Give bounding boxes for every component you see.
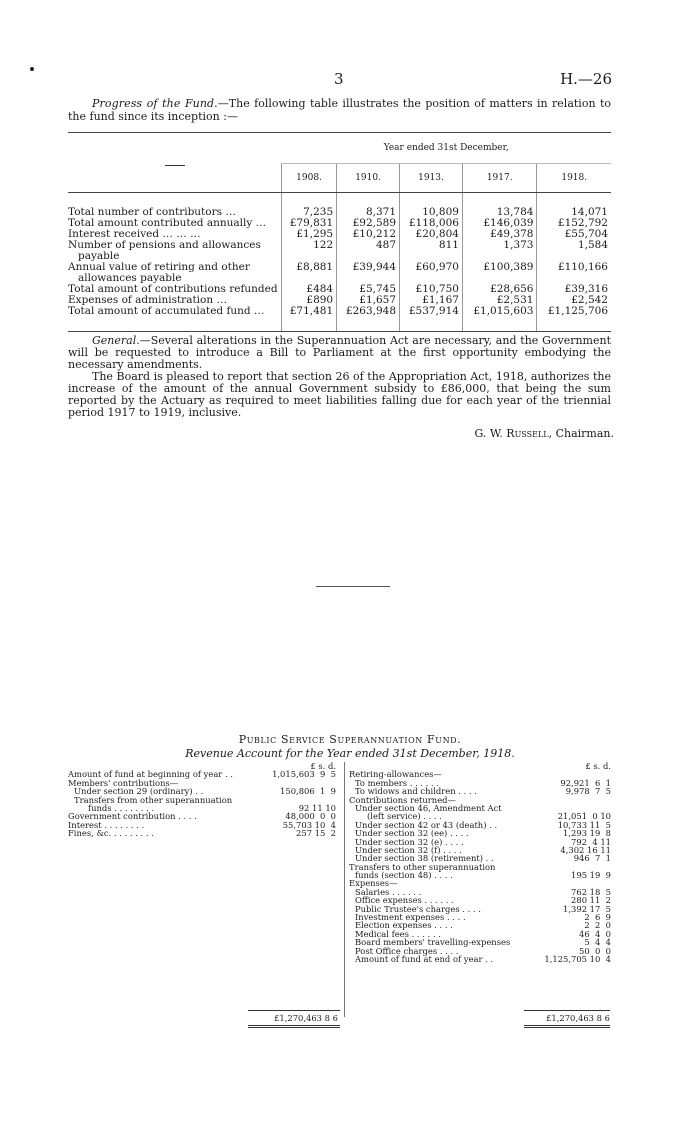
progress-row xyxy=(68,306,611,317)
revenue-payments-column xyxy=(344,762,611,1017)
row-value: £60,970 xyxy=(400,262,463,284)
row-value: £1,015,603 xyxy=(462,306,537,317)
row-label: Interest received … … … xyxy=(68,228,201,240)
general-heading: General. xyxy=(92,334,140,347)
page-number: 3 xyxy=(334,70,344,88)
receipts-account-item: Government contribution . . . . xyxy=(68,811,197,822)
payments-account-amount: 1,293 19 8 xyxy=(563,828,611,839)
revenue-receipts-column xyxy=(68,762,338,838)
receipts-account-item: funds . . . . . . . . xyxy=(88,802,155,813)
year-header: 1917. xyxy=(462,164,537,193)
fund-title: Public Service Superannuation Fund. xyxy=(238,733,462,746)
row-value: 10,809 xyxy=(400,207,463,218)
payments-account-item: To widows and children . . . . xyxy=(355,786,477,797)
general-section xyxy=(68,335,611,419)
row-value: 122 xyxy=(282,240,337,262)
progress-table xyxy=(68,132,611,332)
receipts-account-amount: 48,000 0 0 xyxy=(285,811,336,822)
year-header: 1910. xyxy=(337,164,400,193)
receipts-account-item: Interest . . . . . . . . xyxy=(68,819,145,830)
intro-paragraph xyxy=(68,97,611,123)
payments-account-item: funds (section 48) . . . . xyxy=(355,870,453,881)
stub-header xyxy=(68,133,282,193)
payments-account-amount: 2 6 9 xyxy=(584,912,611,923)
row-value: £2,542 xyxy=(537,295,611,306)
payments-account-amount: 21,051 0 10 xyxy=(557,811,611,822)
receipts-account-amount: 55,703 10 4 xyxy=(282,819,336,830)
row-value: 8,371 xyxy=(337,207,400,218)
payments-account-item: Election expenses . . . . xyxy=(355,920,453,931)
row-value: £110,166 xyxy=(537,262,611,284)
payments-account-amount: 792 4 11 xyxy=(571,836,611,847)
year-header: 1918. xyxy=(537,164,611,193)
payments-account-item: Under section 46, Amendment Act xyxy=(355,802,502,813)
year-header: 1908. xyxy=(282,164,337,193)
payments-account-item: Under section 38 (retirement) . . xyxy=(355,853,494,864)
row-value: £537,914 xyxy=(400,306,463,317)
payments-total: £1,270,463 8 6 xyxy=(524,1010,610,1028)
row-label: Total number of contributors … xyxy=(68,206,236,218)
row-value: £152,792 xyxy=(537,218,611,229)
payments-account-amount: 50 0 0 xyxy=(579,945,611,956)
row-value: £79,831 xyxy=(282,218,337,229)
row-value: £2,531 xyxy=(462,295,537,306)
payments-account-item: Expenses— xyxy=(349,878,398,889)
receipts-total: £1,270,463 8 6 xyxy=(248,1010,340,1028)
revenue-account-title: Revenue Account for the Year ended 31st December, 1918. xyxy=(185,747,515,760)
payments-account-item: Office expenses . . . . . . xyxy=(355,895,454,906)
receipts-account-item: Members' contributions— xyxy=(68,777,179,788)
row-value: 811 xyxy=(400,240,463,262)
payments-account-amount: 2 2 0 xyxy=(584,920,611,931)
payments-account-item: Under section 42 or 43 (death) . . xyxy=(355,819,498,830)
payments-account-amount: 1,392 17 5 xyxy=(563,903,611,914)
row-label-continued: payable xyxy=(78,250,120,262)
row-value: £5,745 xyxy=(337,284,400,295)
payments-account-amount: 280 11 2 xyxy=(571,895,611,906)
payments-account-item: To members . . . . . . xyxy=(355,777,440,788)
row-value: £100,389 xyxy=(462,262,537,284)
currency-header-left: £ s. d. xyxy=(310,761,336,771)
row-value: £1,125,706 xyxy=(537,306,611,317)
payments-account-item: Under section 32 (ee) . . . . xyxy=(355,828,469,839)
row-value: 1,584 xyxy=(537,240,611,262)
row-value: £49,378 xyxy=(462,229,537,240)
receipts-account-amount: 1,015,603 9 5 xyxy=(272,769,336,780)
payments-account-item: Salaries . . . . . . xyxy=(355,886,422,897)
row-value: 487 xyxy=(337,240,400,262)
progress-row xyxy=(68,262,611,284)
stub-dash xyxy=(165,165,185,166)
receipts-account-amount: 150,806 1 9 xyxy=(280,786,336,797)
general-text-1: —Several alterations in the Superannuation Act are necessary, and the Government will be requested to introduce a Bill to Parliament at the first opportunity embodying the necessary amendments. xyxy=(68,334,611,371)
row-value: 7,235 xyxy=(282,207,337,218)
payments-account-amount: 92,921 6 1 xyxy=(560,777,611,788)
general-paragraph-2: The Board is pleased to report that section 26 of the Appropriation Act, 1918, authorizes the increase of the amount of the annual Government subsidy to £86,000, that being the sum reported by the Actuary as required to meet liabilities falling due for each year of the triennial period 1917 to 1919, inclusive. xyxy=(68,370,611,419)
payments-account-amount: 195 19 9 xyxy=(571,870,611,881)
payments-account-amount: 4,302 16 11 xyxy=(560,844,611,855)
row-value: £8,881 xyxy=(282,262,337,284)
progress-row xyxy=(68,240,611,262)
row-label: Total amount contributed annually … xyxy=(68,217,267,229)
signature-name: Russell xyxy=(506,427,549,440)
row-value: £71,481 xyxy=(282,306,337,317)
receipts-account-item: Amount of fund at beginning of year . . xyxy=(68,769,233,780)
payments-account-item: Amount of fund at end of year . . xyxy=(355,953,494,964)
signature xyxy=(475,427,614,440)
receipts-account-item: Fines, &c. . . . . . . . . xyxy=(68,828,154,839)
payments-account-item: Public Trustee's charges . . . . xyxy=(355,903,481,914)
row-label-continued: allowances payable xyxy=(78,272,182,284)
signature-initials: G. W. xyxy=(474,427,507,440)
row-value: £20,804 xyxy=(400,229,463,240)
payments-account-amount: 946 7 1 xyxy=(573,853,611,864)
payments-account-item: Contributions returned— xyxy=(349,794,456,805)
document-reference: H.—26 xyxy=(560,70,612,88)
year-header: 1913. xyxy=(400,164,463,193)
row-value: £146,039 xyxy=(462,218,537,229)
receipts-account-amount: 92 11 10 xyxy=(298,802,336,813)
payments-account-item: Medical fees . . . . . . xyxy=(355,928,441,939)
row-label: Number of pensions and allowances xyxy=(68,239,261,251)
intro-text: —The following table illustrates the position of matters in relation to the fund since its inception :— xyxy=(68,97,611,123)
row-value: £1,295 xyxy=(282,229,337,240)
payments-account-amount: 1,125,705 10 4 xyxy=(544,953,611,964)
intro-heading: Progress of the Fund. xyxy=(92,97,218,110)
row-value: £484 xyxy=(282,284,337,295)
payments-account-item: (left service) . . . . xyxy=(367,811,442,822)
payments-account-item: Post Office charges . . . . xyxy=(355,945,459,956)
currency-header-right: £ s. d. xyxy=(585,761,611,771)
row-value: £39,316 xyxy=(537,284,611,295)
receipts-account-amount: 257 15 2 xyxy=(296,828,336,839)
payments-account-item: Investment expenses . . . . xyxy=(355,912,466,923)
payments-account-item: Under section 32 (f) . . . . xyxy=(355,844,462,855)
margin-dot xyxy=(30,67,34,71)
payments-account-row xyxy=(345,955,611,963)
row-value: £39,944 xyxy=(337,262,400,284)
row-value: £10,212 xyxy=(337,229,400,240)
payments-account-amount: 9,978 7 5 xyxy=(565,786,611,797)
payments-account-item: Under section 32 (e) . . . . xyxy=(355,836,464,847)
row-value: £55,704 xyxy=(537,229,611,240)
row-value: £92,589 xyxy=(337,218,400,229)
payments-account-item: Retiring-allowances— xyxy=(349,769,442,780)
row-value: £1,167 xyxy=(400,295,463,306)
signature-title: , Chairman. xyxy=(548,427,614,440)
payments-account-amount: 46 4 0 xyxy=(579,928,611,939)
general-paragraph-1 xyxy=(68,335,611,371)
row-value: £890 xyxy=(282,295,337,306)
row-label: Annual value of retiring and other xyxy=(68,261,250,273)
payments-account-amount: 762 18 5 xyxy=(571,886,611,897)
section-divider xyxy=(316,586,390,587)
payments-account-item: Board members' travelling-expenses xyxy=(355,937,511,948)
row-value: £118,006 xyxy=(400,218,463,229)
payments-account-item: Transfers to other superannuation xyxy=(349,861,496,872)
receipts-account-item: Under section 29 (ordinary) . . xyxy=(74,786,204,797)
progress-table-body xyxy=(68,207,611,317)
payments-account-amount: 5 4 4 xyxy=(584,937,611,948)
row-label: Total amount of accumulated fund … xyxy=(68,305,265,317)
receipts-account-item: Transfers from other superannuation xyxy=(74,794,233,805)
receipts-account-row xyxy=(68,829,338,837)
row-label: Total amount of contributions refunded xyxy=(68,283,278,295)
row-value: £28,656 xyxy=(462,284,537,295)
row-label: Expenses of administration … xyxy=(68,294,227,306)
row-value: 13,784 xyxy=(462,207,537,218)
row-value: 14,071 xyxy=(537,207,611,218)
row-value: 1,373 xyxy=(462,240,537,262)
row-value: £263,948 xyxy=(337,306,400,317)
row-value: £10,750 xyxy=(400,284,463,295)
payments-account-amount: 10,733 11 5 xyxy=(557,819,611,830)
year-group-header: Year ended 31st December, xyxy=(282,133,612,164)
row-value: £1,657 xyxy=(337,295,400,306)
